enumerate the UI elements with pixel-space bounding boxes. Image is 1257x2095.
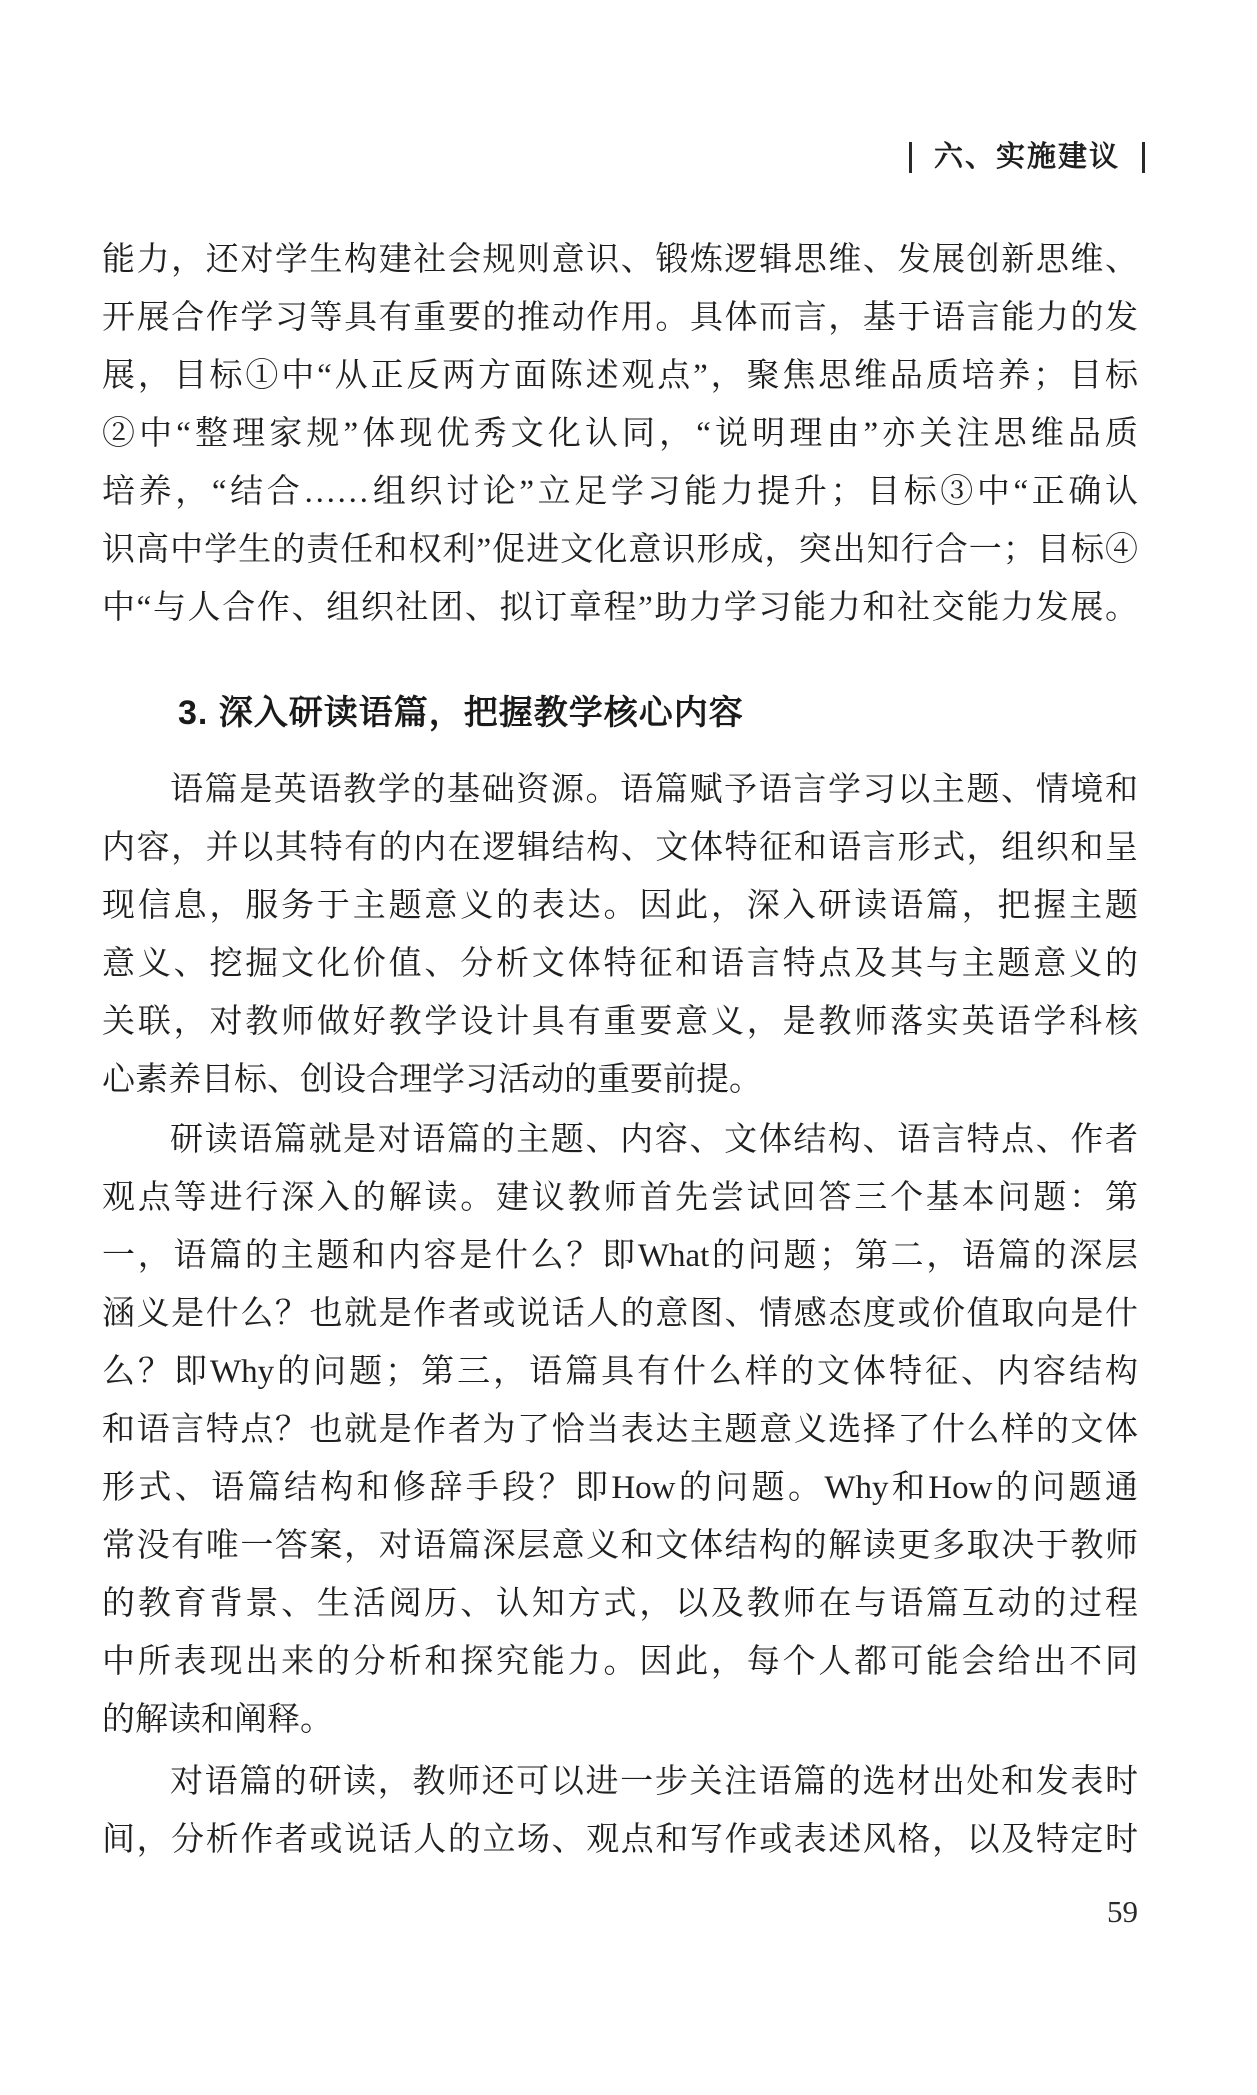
text-line: 观点等进行深入的解读。建议教师首先尝试回答三个基本问题：第 [102,1180,1138,1216]
text-line: 研读语篇就是对语篇的主题、内容、文体结构、语言特点、作者 [170,1122,1138,1158]
text-line: 开展合作学习等具有重要的推动作用。具体而言，基于语言能力的发 [102,300,1138,336]
text-line: 涵义是什么？也就是作者或说话人的意图、情感态度或价值取向是什 [102,1296,1138,1332]
paragraph [102,1753,1138,1869]
text-line: ②中“整理家规”体现优秀文化认同，“说明理由”亦关注思维品质 [102,416,1138,452]
text-line: 形式、语篇结构和修辞手段？即How的问题。Why和How的问题通 [102,1470,1138,1506]
text-line: 关联，对教师做好教学设计具有重要意义，是教师落实英语学科核 [102,1004,1138,1040]
text-line: 么？即Why的问题；第三，语篇具有什么样的文体特征、内容结构 [102,1354,1138,1390]
subsection-heading: 3. 深入研读语篇，把握教学核心内容 [178,694,744,732]
text-line: 中所表现出来的分析和探究能力。因此，每个人都可能会给出不同 [102,1644,1138,1680]
text-line: 中“与人合作、组织社团、拟订章程”助力学习能力和社交能力发展。 [102,590,1138,626]
paragraph [102,761,1138,1109]
section-title: 六、实施建议 [933,141,1120,173]
text-line: 一，语篇的主题和内容是什么？即What的问题；第二，语篇的深层 [102,1238,1138,1274]
text-line: 现信息，服务于主题意义的表达。因此，深入研读语篇，把握主题 [102,888,1138,924]
header-right-bar [1142,142,1145,173]
text-line: 对语篇的研读，教师还可以进一步关注语篇的选材出处和发表时 [170,1764,1138,1800]
paragraph [102,1111,1138,1749]
text-line: 语篇是英语教学的基础资源。语篇赋予语言学习以主题、情境和 [170,772,1138,808]
header-left-bar [909,142,912,173]
page-number: 59 [1107,1894,1138,1929]
text-line: 心素养目标、创设合理学习活动的重要前提。 [102,1062,762,1098]
text-line: 培养，“结合……组织讨论”立足学习能力提升；目标③中“正确认 [102,474,1138,510]
text-line: 意义、挖掘文化价值、分析文体特征和语言特点及其与主题意义的 [102,946,1138,982]
text-line: 间，分析作者或说话人的立场、观点和写作或表述风格，以及特定时 [102,1822,1138,1858]
text-line: 常没有唯一答案，对语篇深层意义和文体结构的解读更多取决于教师 [102,1528,1138,1564]
text-line: 和语言特点？也就是作者为了恰当表达主题意义选择了什么样的文体 [102,1412,1138,1448]
text-line: 的解读和阐释。 [102,1702,333,1738]
running-header [909,140,1145,174]
text-line: 识高中学生的责任和权利”促进文化意识形成，突出知行合一；目标④ [102,532,1138,568]
text-line: 内容，并以其特有的内在逻辑结构、文体特征和语言形式，组织和呈 [102,830,1138,866]
paragraph-continuation [102,231,1138,637]
text-line: 展，目标①中“从正反两方面陈述观点”，聚焦思维品质培养；目标 [102,358,1138,394]
text-line: 能力，还对学生构建社会规则意识、锻炼逻辑思维、发展创新思维、 [102,242,1138,278]
text-line: 的教育背景、生活阅历、认知方式，以及教师在与语篇互动的过程 [102,1586,1138,1622]
